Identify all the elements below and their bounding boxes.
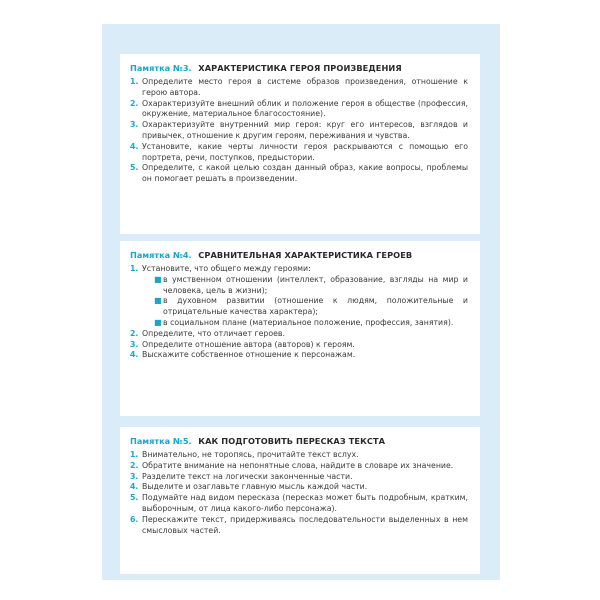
item-number: 2. [130,460,139,470]
item-text: Выскажите собственное отношение к персонажам. [142,350,356,360]
memo-list [130,450,468,536]
item-text: Установите, что общего между героями: [142,264,311,273]
list-item [130,472,468,483]
memo-heading [130,249,468,261]
item-text: Перескажите текст, придерживаясь последовательности выделенных в нем смысловых частей. [142,514,468,535]
list-item [130,350,468,361]
memo-label: Памятка №3. [130,63,192,73]
memo-list [130,264,468,361]
memo-card-4 [120,241,480,416]
item-number: 1. [130,264,139,273]
sub-item-text: в духовном развитии (отношение к людям, положительные и отрицательные качества характера); [163,296,468,317]
item-text: Выделите и озаглавьте главную мысль каждой части. [142,482,368,492]
memo-heading [130,435,468,447]
item-text: Охарактеризуйте внешний облик и положение героя в обществе (профессия, окружение, материальное благосостояние). [142,98,468,119]
memo-label: Памятка №4. [130,250,192,260]
item-number: 5. [130,163,139,173]
square-bullet-icon: ■ [154,274,162,284]
item-number: 2. [130,98,139,108]
item-text: Разделите текст на логически законченные части. [142,471,353,481]
item-number: 4. [130,350,139,360]
memo-title: СРАВНИТЕЛЬНАЯ ХАРАКТЕРИСТИКА ГЕРОЕВ [198,250,413,260]
item-number: 4. [130,482,139,492]
memo-list [130,77,468,185]
item-number: 3. [130,120,139,130]
item-text: Определите, с какой целью создан данный образ, какие вопросы, проблемы он помогает решать в произведении. [142,163,468,184]
list-item [130,77,468,99]
sub-item-text: в социальном плане (материальное положение, профессия, занятия). [163,317,454,327]
sub-item-text: в умственном отношении (интеллект, образование, взгляды на мир и человека, цель в жизни); [163,274,468,295]
item-text: Установите, какие черты личности героя раскрываются с помощью его портрета, речи, поступков, предыстории. [142,141,468,162]
sub-list-item [154,275,468,297]
item-text: Определите место героя в системе образов произведения, отношение к герою автора. [142,77,468,97]
item-text: Определите отношение автора (авторов) к героям. [142,339,355,349]
sub-list [142,275,468,329]
item-body [142,264,468,329]
list-item [130,120,468,142]
item-text: Подумайте над видом пересказа (пересказ может быть подробным, кратким, выборочным, от лица какого-либо персонажа). [142,493,468,513]
sub-list-item [154,318,468,329]
item-number: 6. [130,514,139,524]
list-item [130,264,468,329]
item-number: 4. [130,141,139,151]
item-number: 3. [130,471,139,481]
memo-title: ХАРАКТЕРИСТИКА ГЕРОЯ ПРОИЗВЕДЕНИЯ [198,63,402,73]
list-item [130,340,468,351]
list-item [130,461,468,472]
list-item [130,450,468,461]
memo-title: КАК ПОДГОТОВИТЬ ПЕРЕСКАЗ ТЕКСТА [198,436,386,446]
item-number: 3. [130,339,139,349]
memo-label: Памятка №5. [130,436,192,446]
item-text: Внимательно, не торопясь, прочитайте текст вслух. [142,450,359,459]
list-item [130,163,468,185]
item-text: Охарактеризуйте внутренний мир героя: круг его интересов, взглядов и привычек, отношение к другим героям, переживания и чувства. [142,120,468,140]
item-number: 5. [130,493,139,503]
item-number: 1. [130,77,139,86]
list-item [130,99,468,121]
item-text: Обратите внимание на непонятные слова, найдите в словаре их значение. [142,460,454,470]
item-number: 2. [130,328,139,338]
memo-heading [130,62,468,74]
memo-card-3 [120,54,480,234]
list-item [130,515,468,537]
list-item [130,482,468,493]
textbook-page [102,24,500,580]
square-bullet-icon: ■ [154,317,162,327]
list-item [130,142,468,164]
square-bullet-icon: ■ [154,296,162,306]
list-item [130,329,468,340]
item-text: Определите, что отличает героев. [142,328,285,338]
item-number: 1. [130,450,139,459]
memo-card-5 [120,427,480,574]
list-item [130,493,468,515]
sub-list-item [154,296,468,318]
